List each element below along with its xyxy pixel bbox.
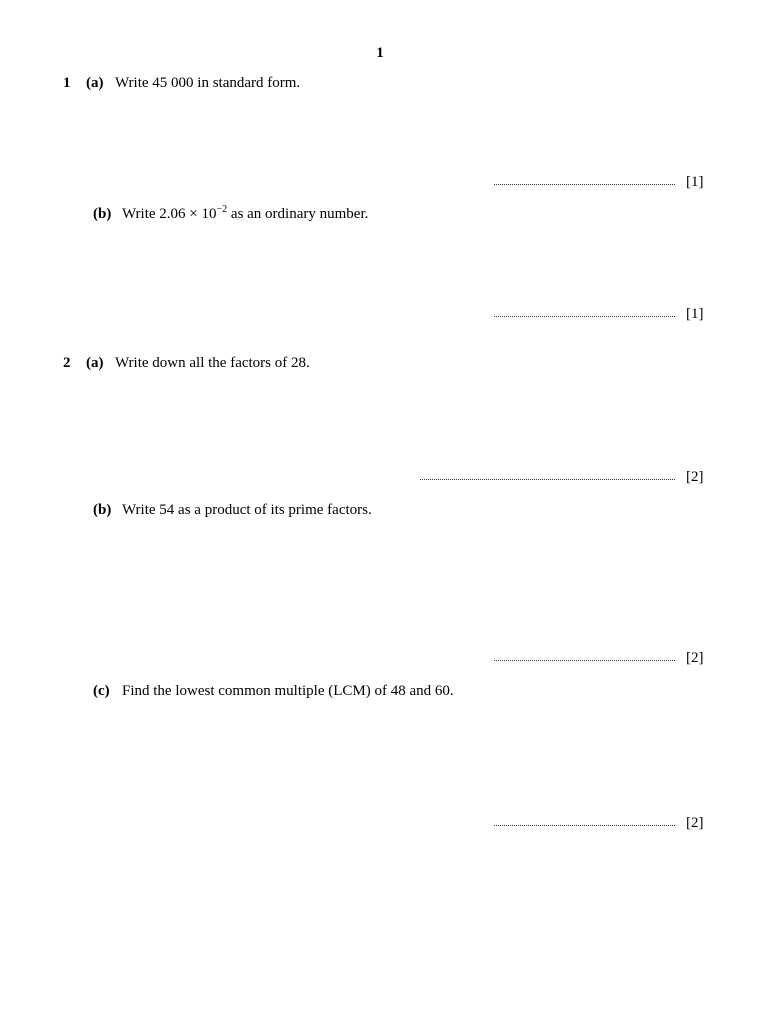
question-2c-text: Find the lowest common multiple (LCM) of 48 and 60. xyxy=(122,683,454,699)
question-1b-text-before: Write 2.06 × 10 xyxy=(122,206,217,222)
question-2a-marks: [2] xyxy=(686,469,704,485)
question-2-number: 2 xyxy=(63,355,71,371)
question-2b-label: (b) xyxy=(93,502,112,518)
question-2a-label: (a) xyxy=(86,355,104,371)
question-1b-answer-line[interactable] xyxy=(494,316,675,317)
question-2c-answer-line[interactable] xyxy=(494,825,675,826)
question-2b-answer-line[interactable] xyxy=(494,660,675,661)
question-1b-text xyxy=(122,204,369,222)
question-2c-label: (c) xyxy=(93,683,110,699)
question-2c-marks: [2] xyxy=(686,815,704,831)
question-1-number: 1 xyxy=(63,75,71,91)
question-1b-text-after: as an ordinary number. xyxy=(227,206,369,222)
question-1b-label: (b) xyxy=(93,206,112,222)
question-1a-label: (a) xyxy=(86,75,104,91)
question-2b-marks: [2] xyxy=(686,650,704,666)
question-1a-text: Write 45 000 in standard form. xyxy=(115,75,301,91)
question-1b-exponent: −2 xyxy=(216,204,228,215)
question-1a-marks: [1] xyxy=(686,174,704,190)
page-number: 1 xyxy=(376,45,384,61)
question-2a-answer-line[interactable] xyxy=(420,479,675,480)
question-2a-text: Write down all the factors of 28. xyxy=(115,355,310,371)
question-1b-marks: [1] xyxy=(686,306,704,322)
question-2b-text: Write 54 as a product of its prime factors. xyxy=(122,502,372,518)
question-1a-answer-line[interactable] xyxy=(494,184,675,185)
